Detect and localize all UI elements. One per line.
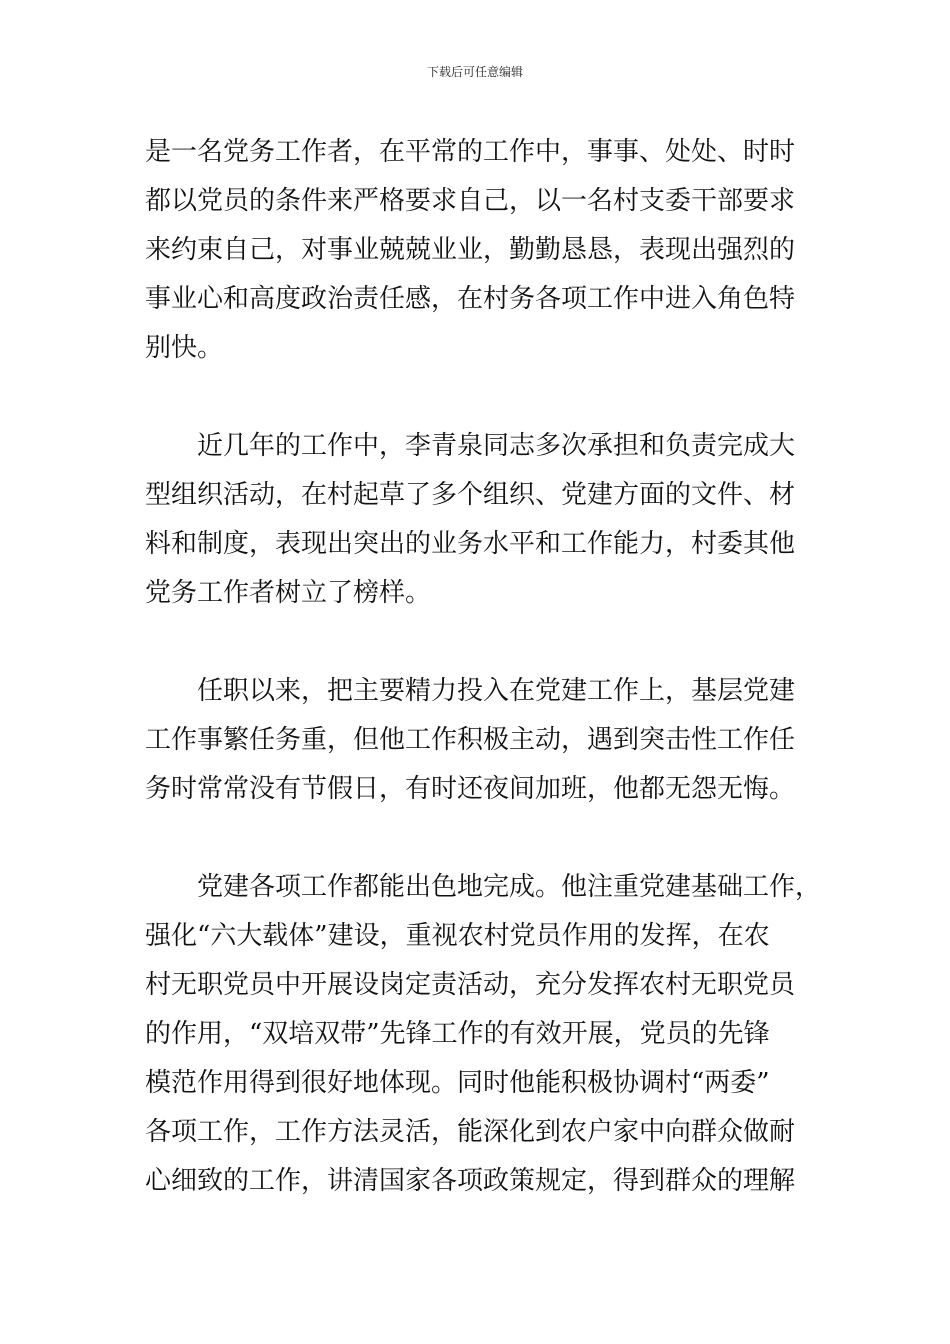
paragraph-line: 心细致的工作，讲清国家各项政策规定，得到群众的理解 xyxy=(145,1166,796,1196)
page-header-note: 下载后可任意编辑 xyxy=(426,65,523,79)
paragraph xyxy=(145,422,813,618)
paragraph-line: 任职以来，把主要精力投入在党建工作上，基层党建 xyxy=(197,676,796,706)
paragraph-line: 都以党员的条件来严格要求自己，以一名村支委干部要求 xyxy=(145,186,796,216)
paragraph-line: 近几年的工作中，李青泉同志多次承担和负责完成大 xyxy=(197,431,796,461)
paragraph-line: 村无职党员中开展设岗定责活动，充分发挥农村无职党员 xyxy=(145,970,796,1000)
paragraph-line: 强化“六大载体”建设，重视农村党员作用的发挥，在农 xyxy=(145,921,770,951)
paragraph-line: 模范作用得到很好地体现。同时他能积极协调村“两委” xyxy=(145,1068,770,1098)
paragraph xyxy=(145,667,813,814)
paragraph-line: 是一名党务工作者，在平常的工作中，事事、处处、时时 xyxy=(145,137,796,167)
paragraph-spacer xyxy=(145,618,813,667)
paragraph xyxy=(145,863,822,1206)
paragraph xyxy=(145,128,813,373)
paragraph-line: 料和制度，表现出突出的业务水平和工作能力，村委其他 xyxy=(145,529,796,559)
paragraph-line: 务时常常没有节假日，有时还夜间加班，他都无怨无悔。 xyxy=(145,774,796,804)
paragraph-line: 别快。 xyxy=(145,333,224,363)
paragraph-line: 的作用，“双培双带”先锋工作的有效开展，党员的先锋 xyxy=(145,1019,770,1049)
paragraph-line: 党务工作者树立了榜样。 xyxy=(145,578,432,608)
paragraph-line: 事业心和高度政治责任感，在村务各项工作中进入角色特 xyxy=(145,284,796,314)
paragraph-spacer xyxy=(145,373,813,422)
paragraph-line: 党建各项工作都能出色地完成。他注重党建基础工作， xyxy=(197,872,822,902)
document-body xyxy=(145,128,822,1206)
paragraph-line: 各项工作，工作方法灵活，能深化到农户家中向群众做耐 xyxy=(145,1117,796,1147)
paragraph-line: 来约束自己，对事业兢兢业业，勤勤恳恳，表现出强烈的 xyxy=(145,235,796,265)
paragraph-spacer xyxy=(145,814,813,863)
paragraph-line: 工作事繁任务重，但他工作积极主动，遇到突击性工作任 xyxy=(145,725,796,755)
paragraph-line: 型组织活动，在村起草了多个组织、党建方面的文件、材 xyxy=(145,480,796,510)
